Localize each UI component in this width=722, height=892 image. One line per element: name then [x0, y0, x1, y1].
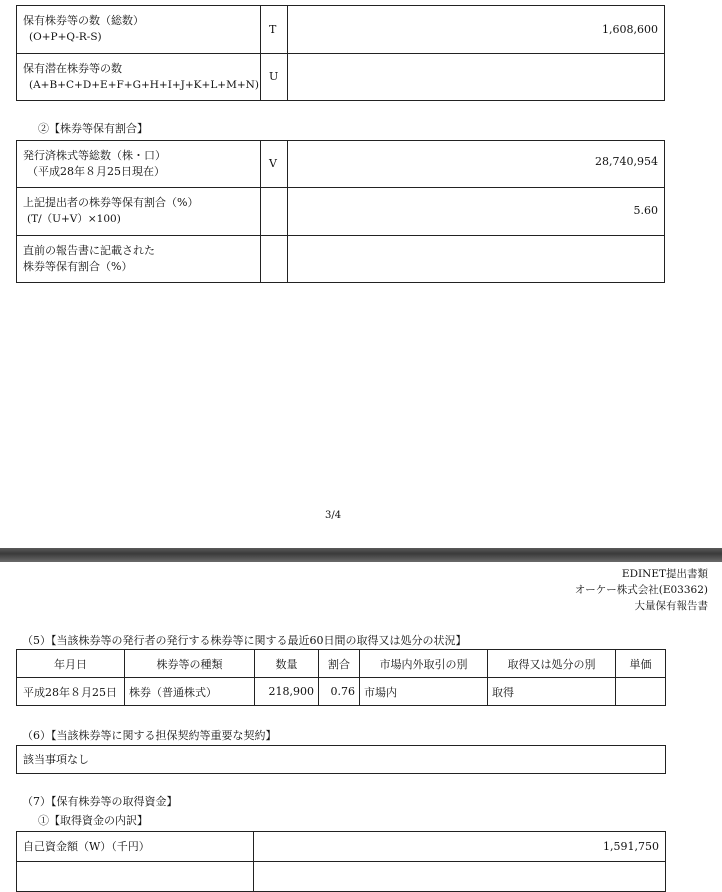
- table-row: [17, 236, 665, 283]
- section-7-subtitle: ①【取得資金の内訳】: [38, 814, 148, 827]
- cell-quantity: 218,900: [255, 678, 319, 706]
- page-number: 3/4: [325, 510, 342, 521]
- cell-acquire: 取得: [488, 678, 616, 706]
- page-separator: [0, 548, 722, 562]
- table-row: [17, 188, 665, 236]
- col-date-header: 年月日: [17, 650, 125, 678]
- code-t: T: [261, 6, 288, 54]
- edinet-header: EDINET提出書類 オーケー株式会社(E03362) 大量保有報告書: [574, 568, 708, 612]
- col-ratio-header: 割合: [319, 650, 360, 678]
- table-row: [17, 54, 665, 101]
- cell-market: 市場内: [360, 678, 488, 706]
- code-empty: [261, 188, 288, 236]
- own-funds-value: 1,591,750: [254, 832, 666, 862]
- cell-type: 株券（普通株式）: [125, 678, 255, 706]
- section-6-title: （6）【当該株券等に関する担保契約等重要な契約】: [22, 729, 277, 742]
- previous-ratio-label: 直前の報告書に記載された 株券等保有割合（%）: [17, 236, 261, 283]
- table-row: [17, 832, 666, 862]
- potential-shares-label: 保有潜在株券等の数 (A+B+C+D+E+F+G+H+I+J+K+L+M+N): [17, 54, 261, 101]
- section-2-title: ②【株券等保有割合】: [38, 122, 148, 135]
- cell-price: [616, 678, 666, 706]
- contracts-table: [16, 745, 666, 774]
- code-u: U: [261, 54, 288, 101]
- table-row: [17, 862, 666, 892]
- funds-table: [16, 831, 666, 892]
- col-acquire-header: 取得又は処分の別: [488, 650, 616, 678]
- holding-ratio-table: [16, 140, 665, 283]
- code-v: V: [261, 141, 288, 188]
- table-row: [17, 141, 665, 188]
- contracts-body: 該当事項なし: [17, 746, 666, 774]
- table-row: [17, 678, 666, 706]
- col-price-header: 単価: [616, 650, 666, 678]
- holding-ratio-value: 5.60: [288, 188, 665, 236]
- previous-ratio-value: [288, 236, 665, 283]
- own-funds-label: 自己資金額（W）（千円）: [17, 832, 254, 862]
- holdings-count-table: [16, 5, 665, 101]
- issued-shares-value: 28,740,954: [288, 141, 665, 188]
- col-market-header: 市場内外取引の別: [360, 650, 488, 678]
- table-header-row: [17, 650, 666, 678]
- code-empty: [261, 236, 288, 283]
- col-type-header: 株券等の種類: [125, 650, 255, 678]
- section-7-title: （7）【保有株券等の取得資金】: [22, 795, 178, 808]
- table-row: [17, 6, 665, 54]
- transactions-table: [16, 649, 666, 706]
- potential-shares-value: [288, 54, 665, 101]
- total-shares-label: 保有株券等の数（総数） (O+P+Q-R-S): [17, 6, 261, 54]
- cell-date: 平成28年８月25日: [17, 678, 125, 706]
- total-shares-value: 1,608,600: [288, 6, 665, 54]
- col-quantity-header: 数量: [255, 650, 319, 678]
- issued-shares-label: 発行済株式等総数（株・口） （平成28年８月25日現在）: [17, 141, 261, 188]
- table-row: [17, 746, 666, 774]
- section-5-title: （5）【当該株券等の発行者の発行する株券等に関する最近60日間の取得又は処分の状況】: [22, 634, 467, 647]
- page-4: [0, 562, 722, 866]
- holding-ratio-label: 上記提出者の株券等保有割合（%） (T/（U+V）×100): [17, 188, 261, 236]
- cell-ratio: 0.76: [319, 678, 360, 706]
